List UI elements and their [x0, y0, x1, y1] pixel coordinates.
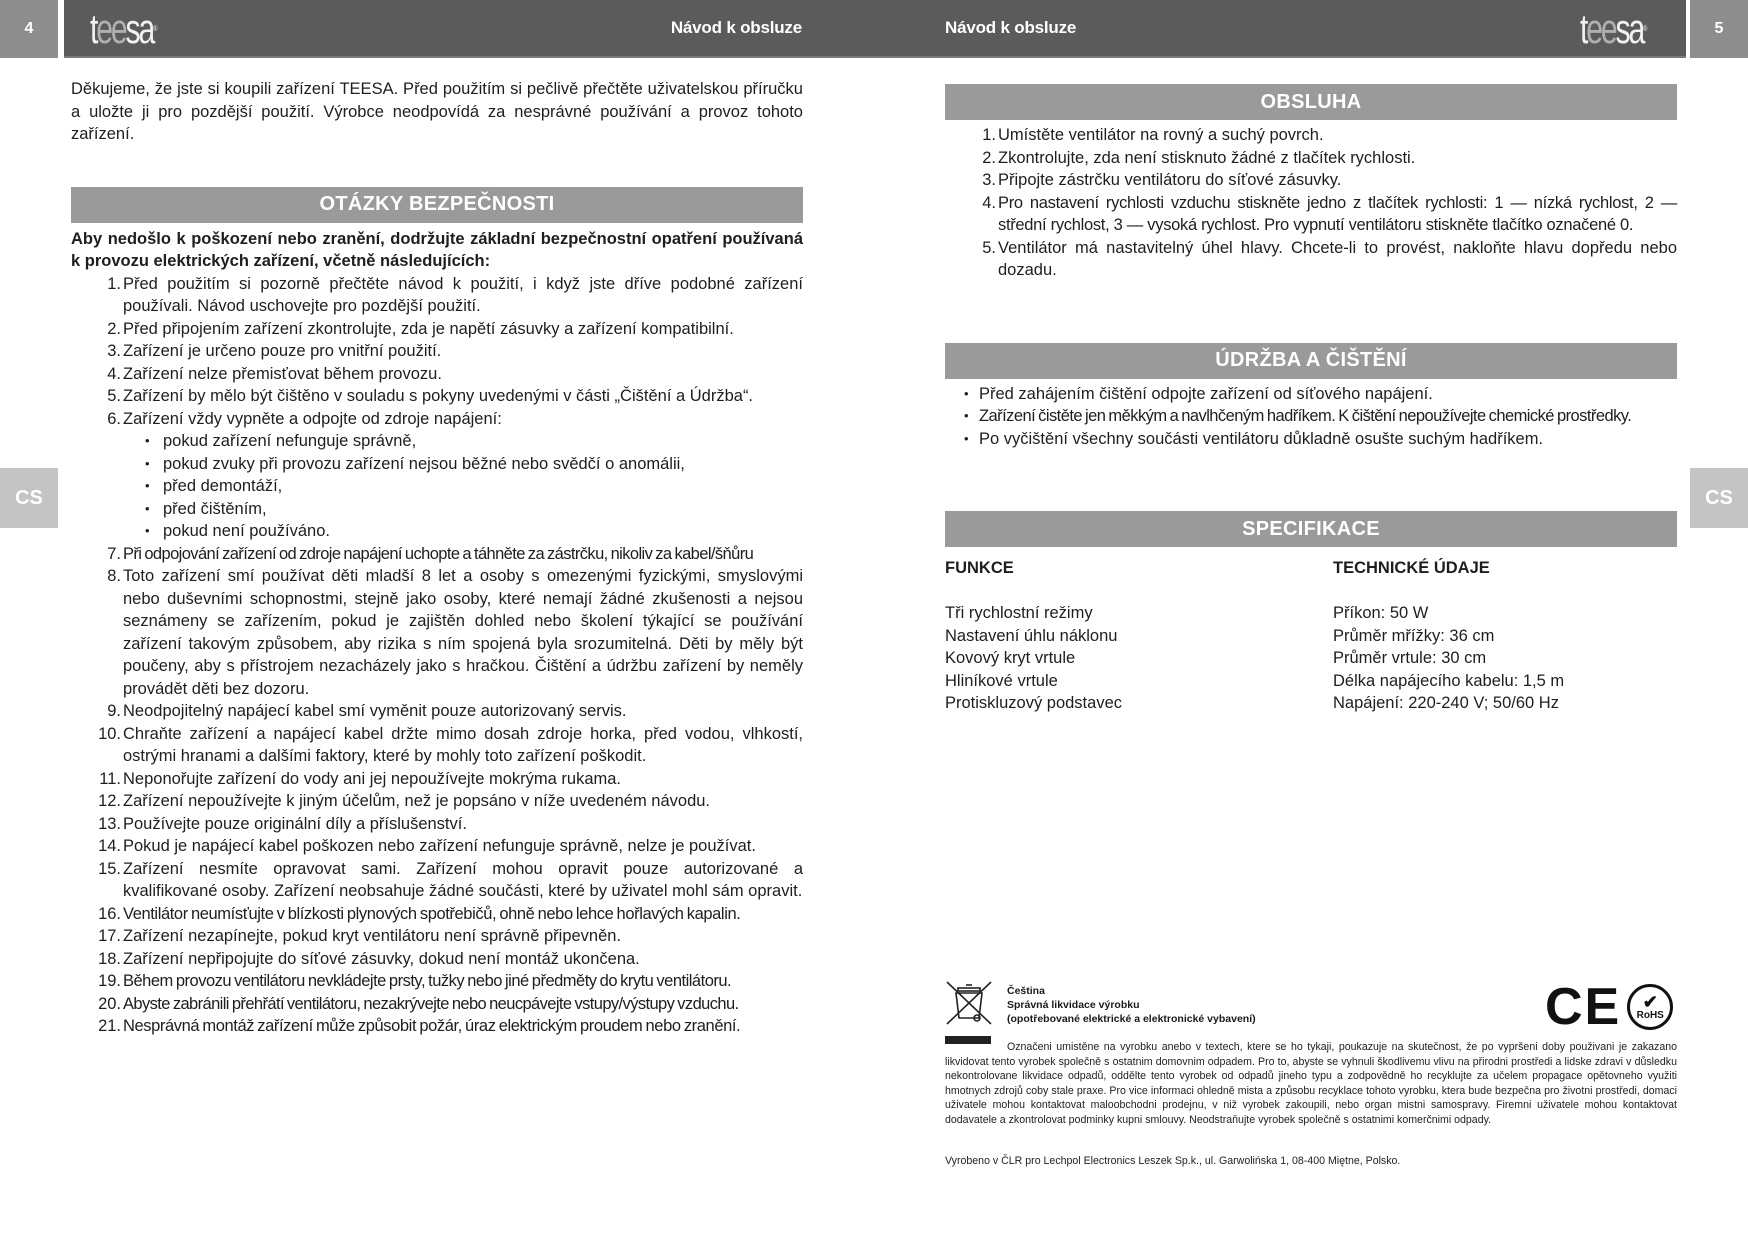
list-item: 5. Zařízení by mělo být čištěno v souladu s pokyny uvedenými v části „Čištění a Údržba“.	[107, 387, 754, 405]
list-item: 8. Toto zařízení smí používat děti mladší 8 let a osoby s omezenými fyzickými, smyslovými nebo duševními schopnostmi, stejně jako osoby, které nemají žádné zkušenosti a nejsou seznámeny se zařízením, pokud je zajištěn dohled nebo školení týkající se používání zařízení takovým způsobem, aby rizika s ním spojená byla srozumitelná. Děti by měly být poučeny, aby s přístrojem nezacházely jako s hračkou. Čištění a údržbu zařízení by neměly provádět děti bez dozoru.	[107, 567, 803, 698]
disposal-heading: Čeština Správná likvidace výrobku (opotřebované elektrické a elektronické vybavení)	[1007, 985, 1256, 1025]
list-item: 5. Ventilátor má nastavitelný úhel hlavy. Chcete-li to provést, nakloňte hlavu dopředu nebo dozadu.	[982, 238, 1677, 279]
page-number-right: 5	[1690, 0, 1748, 58]
sub-list-item: • pokud zvuky při provozu zařízení nejsou běžné nebo svědčí o anomálii,	[71, 453, 803, 476]
list-item: • Zařízení čistěte jen měkkým a navlhčeným hadříkem. K čištění nepoužívejte chemické prostředky.	[945, 405, 1677, 428]
technical-item: Napájení: 220-240 V; 50/60 Hz	[1333, 694, 1559, 712]
list-item: 12. Zařízení nepoužívejte k jiným účelům, než je popsáno v níže uvedeném návodu.	[98, 792, 711, 810]
safety-sublist	[71, 430, 803, 543]
technical-item: Průměr vrtule: 30 cm	[1333, 649, 1487, 667]
list-item: 13. Používejte pouze originální díly a příslušenství.	[98, 814, 467, 833]
section-header-safety: OTÁZKY BEZPEČNOSTI	[71, 187, 803, 223]
list-item: 15. Zařízení nesmíte opravovat sami. Zařízení mohou opravit pouze autorizované a kvalifikované osoby. Zařízení neobsahuje žádné součásti, které by uživatel mohl sám opravit.	[98, 859, 803, 900]
sub-list-item: • před demontáží,	[71, 475, 803, 498]
disposal-text: Označeni umistěne na vyrobku anebo v textech, ktere se ho tykaji, poukazuje na skutečnost, že po vypršeni doby použivani je zakazano likvidovat tento vyrobek společně s ostatnim domovnim odpadem. Pro to, abyste se vyhnuli škodlivemu vlivu na přirodni prostředi a lidske zdravi v důsledku nekontrolovane likvidace odpadů, oddělte tento vyrobek od odpadů jineho typu a zodpovědně ho recyklujte za učelem propagace opětovneho využiti hmotnych zdrojů coby stale praxe. Pro vice informaci ohledně mista a způsobu recyklace tohoto vyrobku, ktera bude bezpečna pro životni prostředi, domaci uživatele mohou kontaktovat maloobchodni prodejnu, v niž vyrobek zakoupili, nebo organ mistni samospravy. Firemni uživatele mohou kontaktovat dodavatele a zkontrolovat podminky kupni smlouvy. Neodstraňujte vyrobek společně s ostatnimi komerčnimi odpady.	[945, 1041, 1677, 1126]
list-item: 16. Ventilátor neumísťujte v blízkosti plynových spotřebičů, ohně nebo lehce hořlavých kapalin.	[98, 904, 741, 923]
list-item: 18. Zařízení nepřipojujte do síťové zásuvky, dokud není montáž ukončena.	[98, 949, 640, 968]
list-item: 20. Abyste zabránili přehřátí ventilátoru, nezakrývejte nebo neucpávejte vstupy/výstupy vzduchu.	[98, 994, 739, 1013]
list-item: 6. Zařízení vždy vypněte a odpojte od zdroje napájení:	[107, 409, 502, 428]
technical-item: Délka napájecího kabelu: 1,5 m	[1333, 671, 1565, 690]
list-item: 19. Během provozu ventilátoru nevkládejte prsty, tužky nebo jiné předměty do krytu ventilátoru.	[98, 972, 732, 990]
page-number-left: 4	[0, 0, 58, 58]
list-item: • Po vyčištění všechny součásti ventilátoru důkladně osušte suchým hadříkem.	[945, 428, 1677, 451]
list-item: 3. Připojte zástrčku ventilátoru do síťové zásuvky.	[982, 171, 1342, 189]
language-tab-right: CS	[1690, 468, 1748, 528]
list-item: • Před zahájením čištění odpojte zařízení od síťového napájení.	[945, 383, 1677, 406]
language-tab-left: CS	[0, 468, 58, 528]
feature-item: Protiskluzový podstavec	[945, 694, 1122, 712]
list-item: 10. Chraňte zařízení a napájecí kabel držte mimo dosah zdroje horka, před vodou, vlhkostí, ostrými hranami a dalšími faktory, které by mohly toto zařízení poškodit.	[98, 724, 803, 765]
right-page-content	[945, 84, 1677, 715]
sub-list-item: • před čištěním,	[71, 498, 803, 521]
safety-list	[71, 273, 803, 431]
technical-heading: TECHNICKÉ ÚDAJE	[1333, 559, 1490, 577]
feature-item: Kovový kryt vrtule	[945, 649, 1076, 667]
feature-item: Nastavení úhlu náklonu	[945, 626, 1118, 645]
technical-item: Příkon: 50 W	[1333, 604, 1429, 622]
ce-mark-icon: CE	[1545, 978, 1622, 1036]
list-item: 4. Zařízení nelze přemisťovat během provozu.	[107, 364, 442, 383]
features-heading: FUNKCE	[945, 559, 1014, 577]
section-header-specifications: SPECIFIKACE	[945, 511, 1677, 547]
list-item: 1. Umístěte ventilátor na rovný a suchý povrch.	[982, 126, 1324, 144]
certification-marks	[1545, 978, 1673, 1036]
list-item: 1. Před použitím si pozorně přečtěte návod k použití, i když jste dříve podobné zařízení používali. Návod uschovejte pro pozdější použití.	[107, 274, 803, 315]
list-item: 21. Nesprávná montáž zařízení může způsobit požár, úraz elektrickým proudem nebo zranění.	[98, 1017, 741, 1035]
teesa-logo: teesa®	[1580, 5, 1648, 52]
section-header-maintenance: ÚDRŽBA A ČIŠTĚNÍ	[945, 343, 1677, 379]
safety-list-continued	[71, 543, 803, 1038]
safety-lead: Aby nedošlo k poškození nebo zranění, dodržujte základní bezpečnostní opatření používaná k provozu elektrických zařízení, včetně následujících:	[71, 229, 803, 270]
rohs-mark-icon: ✔ RoHS	[1627, 984, 1673, 1030]
crossed-out-wheelie-bin-icon	[945, 980, 993, 1046]
operation-list	[945, 124, 1677, 282]
sub-list-item: • pokud zařízení nefunguje správně,	[71, 430, 803, 453]
list-item: 14. Pokud je napájecí kabel poškozen nebo zařízení nefunguje správně, nelze je používat.	[98, 837, 756, 855]
header-bar-right	[874, 0, 1686, 58]
teesa-logo: teesa®	[90, 5, 158, 52]
sub-list-item: • pokud není používáno.	[71, 520, 803, 543]
list-item: 9. Neodpojitelný napájecí kabel smí vyměnit pouze autorizovaný servis.	[107, 702, 627, 720]
header-title-right: Návod k obsluze	[945, 18, 1077, 37]
list-item: 3. Zařízení je určeno pouze pro vnitřní použití.	[107, 342, 442, 360]
list-item: 2. Zkontrolujte, zda není stisknuto žádné z tlačítek rychlosti.	[982, 148, 1416, 167]
header-bar-left	[64, 0, 874, 58]
list-item: 4. Pro nastavení rychlosti vzduchu stiskněte jedno z tlačítek rychlosti: 1 — nízká rychlost, 2 — střední rychlost, 3 — vysoká rychlost. Pro vypnutí ventilátoru stiskněte tlačítko označené 0.	[982, 193, 1677, 234]
list-item: 2. Před připojením zařízení zkontrolujte, zda je napětí zásuvky a zařízení kompatibilní.	[107, 319, 734, 338]
left-page-content	[71, 78, 803, 1038]
header-title-left: Návod k obsluze	[670, 18, 802, 37]
manufacturer-text: Vyrobeno v ČLR pro Lechpol Electronics Leszek Sp.k., ul. Garwolińska 1, 08-400 Miętne, Polsko.	[945, 1155, 1401, 1167]
list-item: 11. Neponořujte zařízení do vody ani jej nepoužívejte mokrýma rukama.	[99, 769, 622, 788]
feature-item: Tři rychlostní režimy	[945, 604, 1093, 622]
feature-item: Hliníkové vrtule	[945, 671, 1058, 690]
technical-item: Průměr mřížky: 36 cm	[1333, 626, 1495, 645]
maintenance-list	[945, 383, 1677, 451]
intro-paragraph: Děkujeme, že jste si koupili zařízení TEESA. Před použitím si pečlivě přečtěte uživatelskou příručku a uložte ji pro pozdější použití. Výrobce neodpovídá za nesprávné používání a provoz tohoto zařízení.	[71, 80, 803, 143]
list-item: 7. Při odpojování zařízení od zdroje napájení uchopte a táhněte za zástrčku, nikoliv za kabel/šňůru	[107, 544, 754, 563]
list-item: 17. Zařízení nezapínejte, pokud kryt ventilátoru není správně připevněn.	[98, 927, 622, 945]
specifications-table	[945, 547, 1677, 715]
section-header-operation: OBSLUHA	[945, 84, 1677, 120]
